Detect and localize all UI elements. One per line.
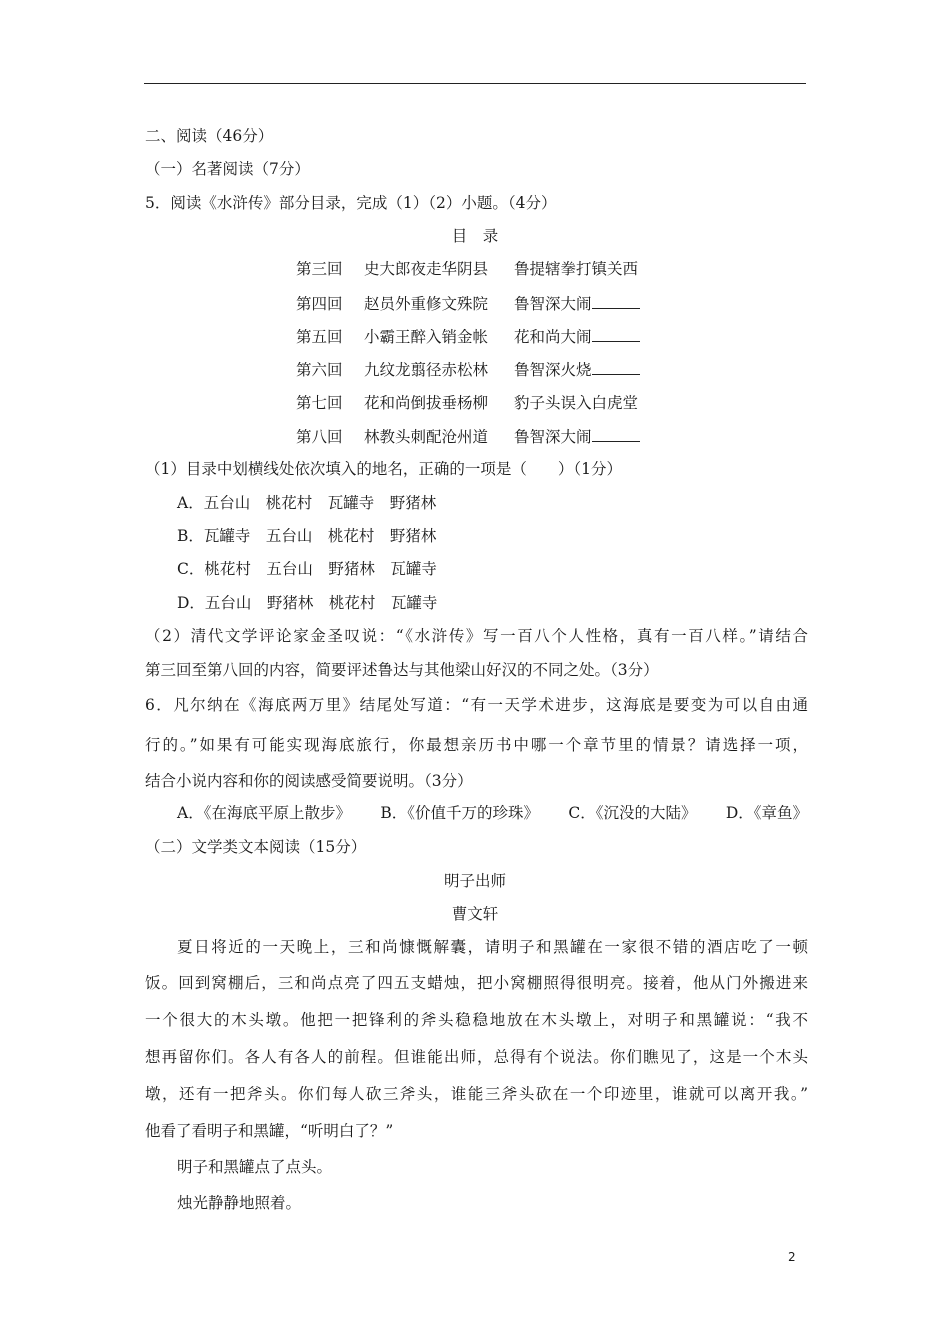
fill-blank [592,362,640,375]
fill-blank [592,429,640,442]
toc-row [296,296,640,313]
toc-row [296,429,640,446]
question-5-part-2-line: （2）清代文学评论家金圣叹说：“《水浒传》写一百八个人性格，真有一百八样。”请结合 [145,627,808,645]
question-6-line: 结合小说内容和你的阅读感受简要说明。（3分） [145,772,473,790]
toc-chapter-title-b: 豹子头误入白虎堂 [514,394,639,412]
toc-row [296,396,638,412]
option-c: C．桃花村 五台山 野猪林 瓦罐寺 [177,560,437,578]
option-d: D．《章鱼》 [725,804,808,822]
toc-row [296,329,640,346]
option-d: D．五台山 野猪林 桃花村 瓦罐寺 [177,594,438,612]
toc-row [296,262,638,278]
toc-chapter-number: 第六回 [296,361,343,379]
question-5-part-2-line: 第三回至第八回的内容，简要评述鲁达与其他梁山好汉的不同之处。（3分） [145,661,659,679]
section-title: 二、阅读（46分） [145,127,274,145]
article-paragraph-line: 饭。回到窝棚后，三和尚点亮了四五支蜡烛，把小窝棚照得很明亮。接着，他从门外搬进来 [145,974,808,992]
toc-chapter-title-a: 赵员外重修文殊院 [364,295,489,313]
article-paragraph-line: 他看了看明子和黑罐，“听明白了？” [145,1122,394,1140]
toc-chapter-title-a: 林教头刺配沧州道 [364,428,489,446]
toc-chapter-number: 第五回 [296,328,343,346]
toc-row [296,362,640,379]
article-paragraph-line: 一个很大的木头墩。他把一把锋利的斧头稳稳地放在木头墩上，对明子和黑罐说：“我不 [145,1011,808,1029]
page-number: 2 [788,1250,796,1264]
fill-blank [592,329,640,342]
toc-chapter-number: 第八回 [296,428,343,446]
toc-chapter-title-b: 花和尚大闹 [514,328,592,346]
toc-chapter-title-a: 花和尚倒拔垂杨柳 [364,394,489,412]
question-5-stem: 5．阅读《水浒传》部分目录，完成（1）（2）小题。（4分） [145,194,557,212]
toc-chapter-number: 第七回 [296,394,343,412]
toc-chapter-title-b: 鲁智深火烧 [514,361,592,379]
option-a: A．五台山 桃花村 瓦罐寺 野猪林 [177,494,437,512]
article-paragraph: 明子和黑罐点了点头。 [177,1158,333,1176]
toc-chapter-title-b: 鲁智深大闹 [514,295,592,313]
article-paragraph: 烛光静静地照着。 [177,1194,302,1212]
question-5-part-1: （1）目录中划横线处依次填入的地名，正确的一项是（ ）（1分） [145,460,622,478]
article-title: 明子出师 [443,872,506,890]
option-b: B．瓦罐寺 五台山 桃花村 野猪林 [177,527,437,545]
toc-chapter-title-a: 小霸王醉入销金帐 [364,328,489,346]
question-6-options [177,806,808,822]
toc-title: 目 录 [451,227,499,245]
toc-chapter-number: 第三回 [296,260,343,278]
article-paragraph-line: 墩，还有一把斧头。你们每人砍三斧头，谁能三斧头砍在一个印迹里，谁就可以离开我。” [145,1085,808,1103]
toc-chapter-number: 第四回 [296,295,343,313]
question-6-line: 6．凡尔纳在《海底两万里》结尾处写道：“有一天学术进步，这海底是要变为可以自由通 [145,696,808,714]
toc-chapter-title-a: 史大郎夜走华阴县 [364,260,489,278]
option-b: B．《价值千万的珍珠》 [380,804,539,822]
header-rule [144,83,806,84]
article-author: 曹文轩 [451,905,499,923]
toc-chapter-title-b: 鲁提辖拳打镇关西 [514,260,639,278]
option-c: C．《沉没的大陆》 [568,804,697,822]
subsection-title: （二）文学类文本阅读（15分） [145,838,367,856]
subsection-title: （一）名著阅读（7分） [145,160,310,178]
article-paragraph-line: 想再留你们。各人有各人的前程。但谁能出师，总得有个说法。你们瞧见了，这是一个木头 [145,1048,808,1066]
question-6-line: 行的。”如果有可能实现海底旅行，你最想亲历书中哪一个章节里的情景？请选择一项， [145,736,808,754]
toc-chapter-title-a: 九纹龙翦径赤松林 [364,361,489,379]
option-a: A．《在海底平原上散步》 [177,804,351,822]
fill-blank [592,296,640,309]
article-paragraph-line: 夏日将近的一天晚上，三和尚慷慨解囊，请明子和黑罐在一家很不错的酒店吃了一顿 [177,938,808,956]
toc-chapter-title-b: 鲁智深大闹 [514,428,592,446]
